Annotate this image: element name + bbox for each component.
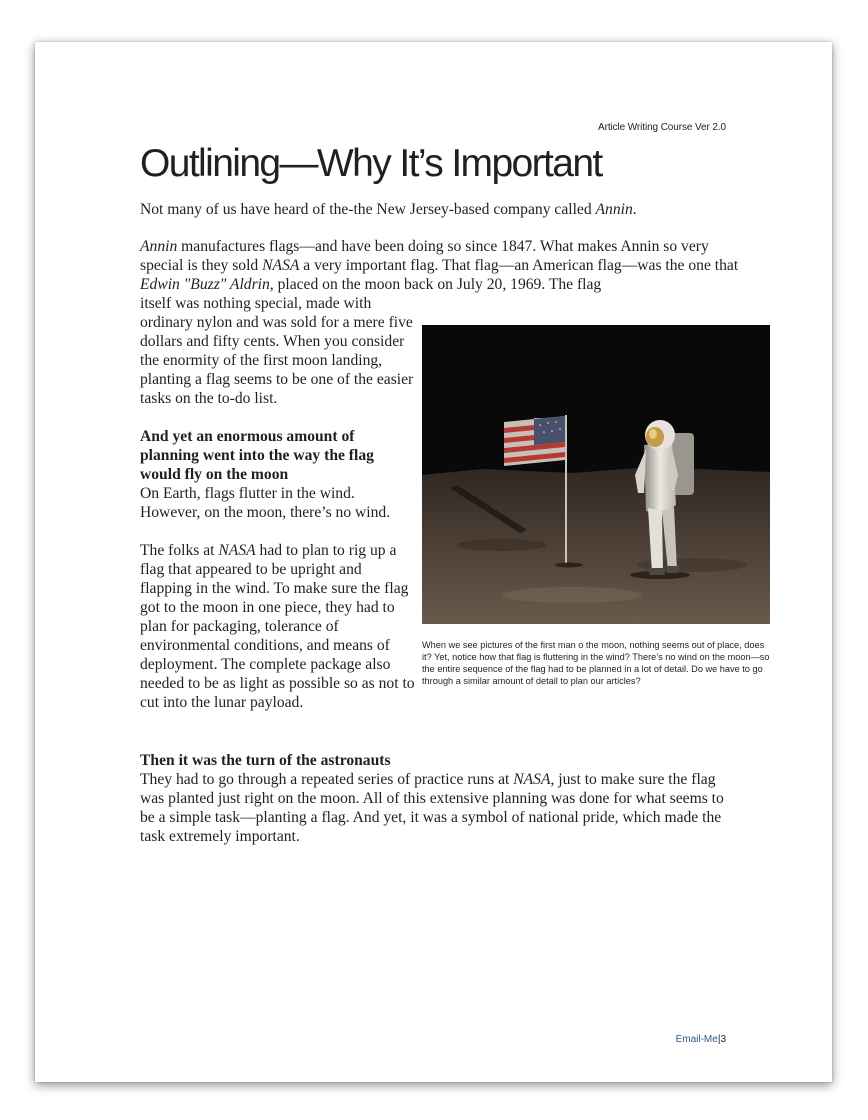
annin-text-2: a very important flag. That flag—an American flag—was the one that (299, 257, 739, 274)
annin-text-3: placed on the moon back on July 20, 1969. The flag (273, 276, 602, 293)
footer-separator: | (717, 1034, 721, 1045)
moon-landing-illustration (422, 325, 770, 624)
section-heading-planning-text: And yet an enormous amount of planning went into the way the flag would fly on the moon (140, 428, 374, 483)
astronauts-paragraph (140, 770, 740, 846)
company-name: Annin (595, 201, 633, 218)
folks-rest: had to plan to rig up a flag that appeared to be upright and flapping in the wind. To make sure the flag got to the moon in one piece, they had to plan for packaging, tolerance of environmental conditions, and means of deployment. The complete package also needed to be as light as possible so as not to cut into the lunar payload. (140, 542, 415, 711)
intro-paragraph (140, 200, 740, 219)
folks-lead: The folks at (140, 542, 219, 559)
annin-text-1: manufactures flags—and have been doing so since 1847. What makes Annin so very special is they sold (140, 238, 709, 274)
moon-landing-photo (422, 325, 770, 624)
annin-italic: Annin (140, 238, 178, 255)
email-me-link[interactable]: Email-Me (675, 1034, 718, 1045)
document-page (35, 42, 832, 1082)
left-column (140, 294, 416, 712)
section-heading-astronauts (140, 751, 740, 770)
annin-paragraph (140, 237, 740, 294)
page-number: 3 (720, 1034, 726, 1045)
astronauts-section (140, 751, 740, 846)
page-title: Outlining—Why It’s Important (140, 142, 602, 185)
nasa-italic: NASA (262, 257, 300, 274)
flag-description: itself was nothing special, made with ordinary nylon and was sold for a mere five dollars and fifty cents. When you consider the enormity of the first moon landing, planting a flag seems to be one of the easier tasks on the to-do list. (140, 295, 414, 407)
intro-tail: . (632, 201, 637, 218)
running-header: Article Writing Course Ver 2.0 (598, 122, 726, 133)
astronauts-rest: , just to make sure the flag was planted just right on the moon. All of this extensive planning was done for what seems to be a simple task—planting a flag. And yet, it was a symbol of national pride, which made the task extremely important. (140, 771, 724, 845)
section-heading-astronauts-text: Then it was the turn of the astronauts (140, 752, 391, 769)
wind-paragraph: On Earth, flags flutter in the wind. However, on the moon, there’s no wind. (140, 485, 391, 521)
nasa-italic: NASA (513, 771, 551, 788)
nasa-italic: NASA (218, 542, 256, 559)
section-heading-planning (140, 427, 416, 484)
nasa-plan-paragraph (140, 541, 416, 712)
page-footer (676, 1034, 726, 1045)
intro-lead: Not many of us have heard of the-the New Jersey-based company called (140, 201, 596, 218)
photo-caption: When we see pictures of the first man o the moon, nothing seems out of place, does it? Yet, notice how that flag is fluttering in the wind? There’s no wind on the moon—so the entire sequence of the flag had to be planned in a lot of detail. Do we have to go through a similar amount of detail to plan our articles? (422, 640, 770, 686)
aldrin-italic: Edwin "Buzz" Aldrin, (140, 276, 274, 293)
astronauts-lead: They had to go through a repeated series of practice runs at (140, 771, 514, 788)
